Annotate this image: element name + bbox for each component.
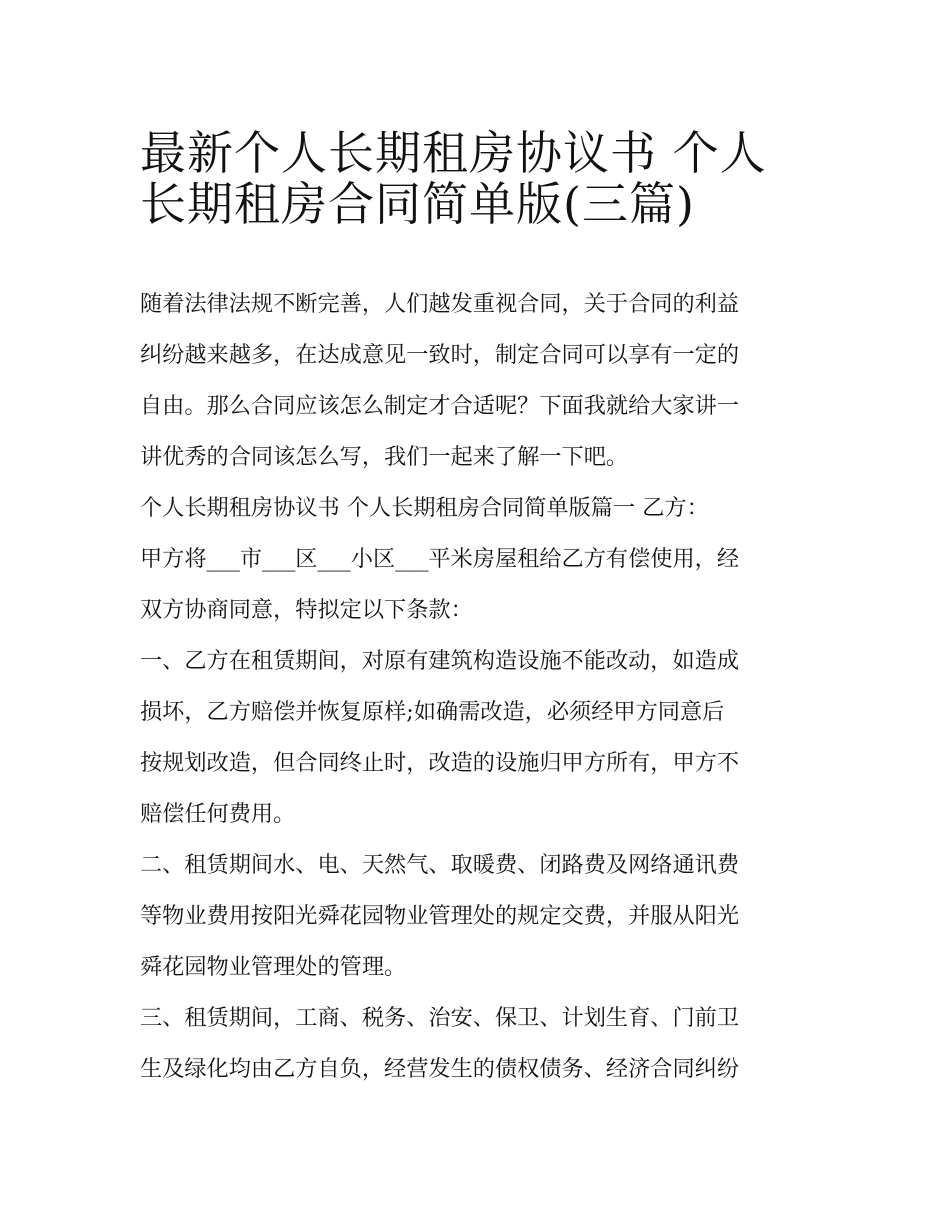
text-line: 甲方将___市___区___小区___平米房屋租给乙方有偿使用，经 <box>140 546 740 572</box>
paragraph-clause-3 <box>140 993 815 1095</box>
text-line: 三、租赁期间，工商、税务、治安、保卫、计划生育、门前卫 <box>140 1005 740 1031</box>
text-line: 纠纷越来越多，在达成意见一致时，制定合同可以享有一定的 <box>140 342 740 368</box>
document-body <box>140 279 815 1095</box>
text-line: 一、乙方在租赁期间，对原有建筑构造设施不能改动，如造成 <box>140 648 740 674</box>
paragraph-intro <box>140 279 815 483</box>
text-line: 讲优秀的合同该怎么写，我们一起来了解一下吧。 <box>140 444 629 470</box>
text-line: 损坏，乙方赔偿并恢复原样;如确需改造，必须经甲方同意后 <box>140 699 725 725</box>
text-line: 双方协商同意，特拟定以下条款： <box>140 597 473 623</box>
text-line: 随着法律法规不断完善，人们越发重视合同，关于合同的利益 <box>140 291 740 317</box>
text-line: 赔偿任何费用。 <box>140 801 296 827</box>
text-line: 个人长期租房协议书 个人长期租房合同简单版篇一 乙方： <box>140 495 709 521</box>
title-line-1: 最新个人长期租房协议书 个人 <box>140 126 767 180</box>
paragraph-clause-1 <box>140 636 815 840</box>
title-line-2: 长期租房合同简单版(三篇) <box>140 177 695 231</box>
text-line: 舜花园物业管理处的管理。 <box>140 954 407 980</box>
paragraph-section-heading <box>140 483 815 534</box>
paragraph-preamble <box>140 534 815 636</box>
document-title <box>140 118 820 231</box>
text-line: 生及绿化均由乙方自负，经营发生的债权债务、经济合同纠纷 <box>140 1056 740 1082</box>
text-line: 等物业费用按阳光舜花园物业管理处的规定交费，并服从阳光 <box>140 903 740 929</box>
text-line: 自由。那么合同应该怎么制定才合适呢？下面我就给大家讲一 <box>140 393 740 419</box>
paragraph-clause-2 <box>140 840 815 993</box>
text-line: 二、租赁期间水、电、天然气、取暖费、闭路费及网络通讯费 <box>140 852 740 878</box>
text-line: 按规划改造，但合同终止时，改造的设施归甲方所有，甲方不 <box>140 750 740 776</box>
